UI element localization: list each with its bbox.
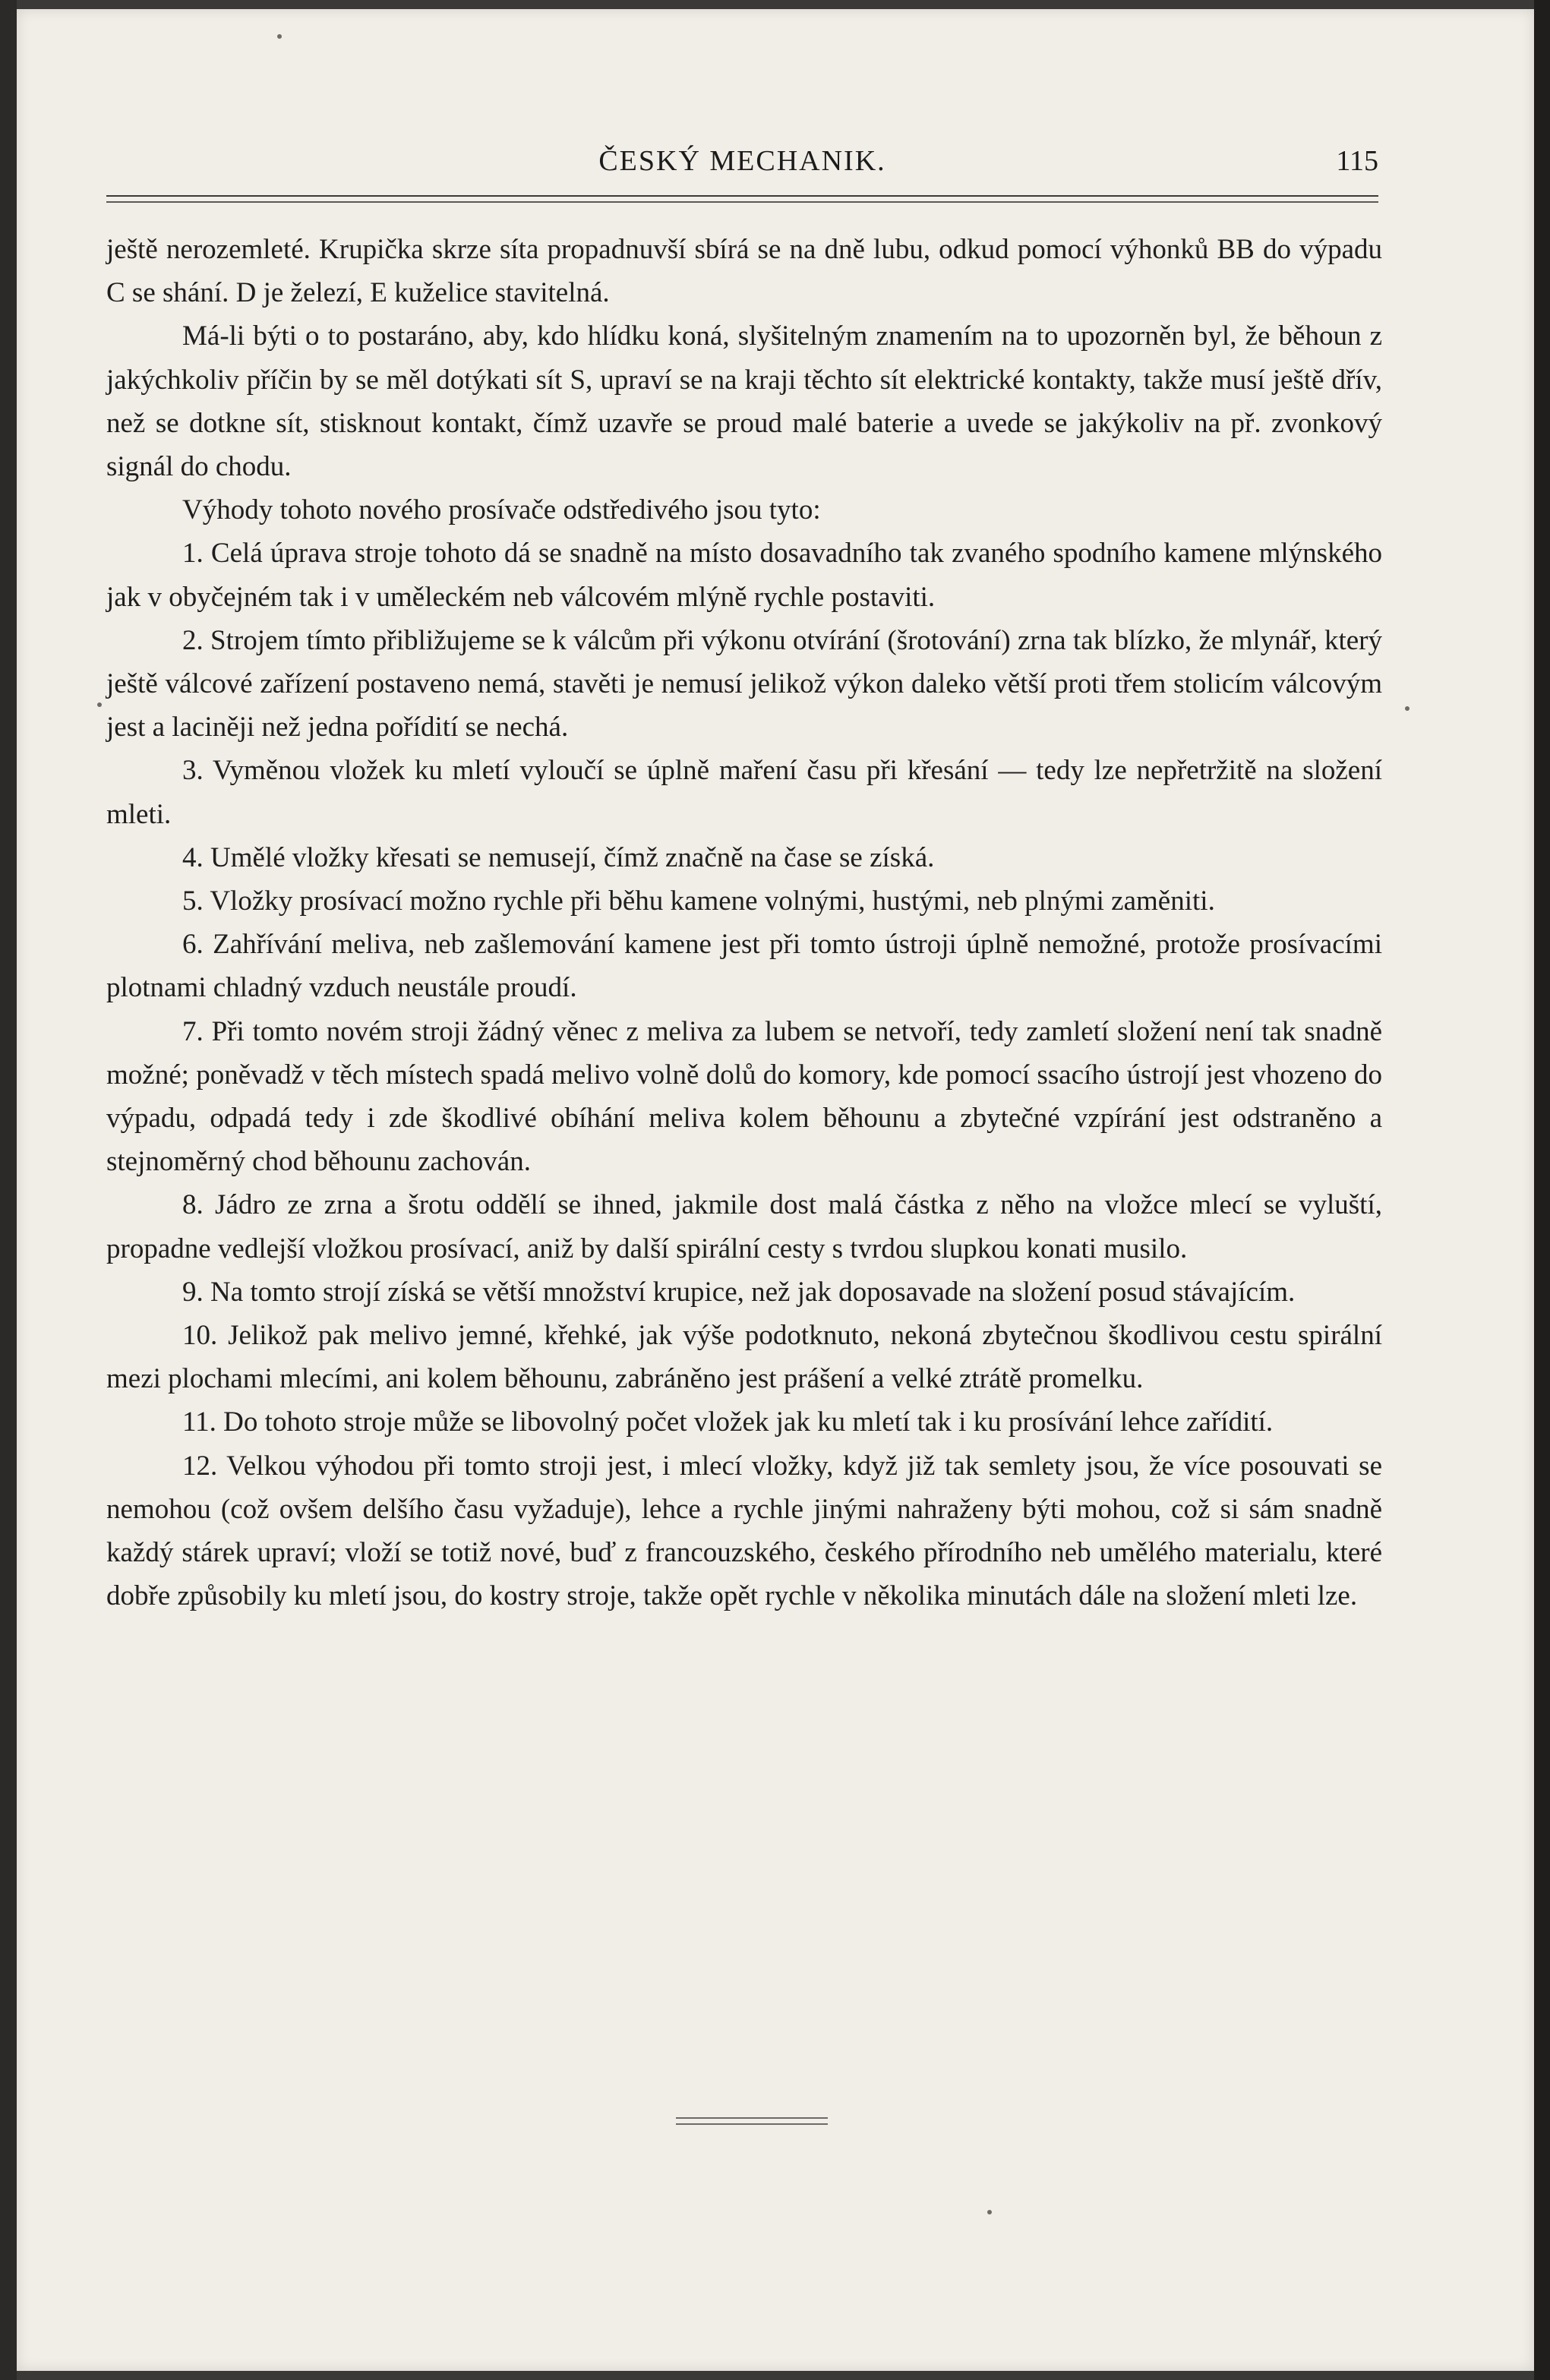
- list-item-7: 7. Při tomto novém stroji žádný věnec z meliva za lubem se netvoří, tedy zamletí složení není tak snadně možné; poněvadž v těch místech spadá melivo volně dolů do komory, kde pomocí ssacího ústrojí jest vhozeno do výpadu, odpadá tedy i zde škodlivé obíhání meliva kolem běhounu a zbytečné vzpírání jest odstraněno a stejnoměrný chod běhounu zachován.: [106, 1015, 1382, 1178]
- paper-speck: [987, 2210, 992, 2214]
- scan-border-right: [1534, 0, 1550, 2380]
- page-number: 115: [1336, 145, 1378, 177]
- paragraph: ještě nerozemleté. Krupička skrze síta propadnuvší sbírá se na dně lubu, odkud pomocí výhonků BB do výpadu C se shání. D je železí, E kuželice stavitelná.: [106, 234, 1382, 309]
- list-item-12: 12. Velkou výhodou při tomto stroji jest, i mlecí vložky, když již tak semlety jsou, že více posouvati se nemohou (což ovšem delšího času vyžaduje), lehce a rychle jinými nahraženy býti mohou, což si sám snadně každý stárek upraví; vloží se totiž nové, buď z francouzského, českého přírodního neb umělého materialu, které dobře způsobily ku mletí jsou, do kostry stroje, takže opět rychle v několika minutách dále na složení mleti lze.: [106, 1450, 1382, 1612]
- article-body: [106, 228, 1382, 1618]
- header-rule: [106, 195, 1378, 203]
- list-item-1: 1. Celá úprava stroje tohoto dá se snadně na místo dosavadního tak zvaného spodního kamene mlýnského jak v obyčejném tak i v uměleckém neb válcovém mlýně rychle postaviti.: [106, 538, 1382, 613]
- paragraph: Má-li býti o to postaráno, aby, kdo hlídku koná, slyšitelným znamením na to upozorněn byl, že běhoun z jakýchkoliv příčin by se měl dotýkati sít S, upraví se na kraji těchto sít elektrické kontakty, takže musí ještě dřív, než se dotkne sít, stisknout kontakt, čímž uzavře se proud malé baterie a uvede se jakýkoliv na př. zvonkový signál do chodu.: [106, 320, 1382, 483]
- list-item-2: 2. Strojem tímto přibližujeme se k válcům při výkonu otvírání (šrotování) zrna tak blízko, že mlynář, který ještě válcové zařízení postaveno nemá, stavěti je nemusí jelikož výkon daleko větší proti třem stolicím válcovým jest a laciněji než jedna pořídití se nechá.: [106, 624, 1382, 743]
- running-title: ČESKÝ MECHANIK.: [598, 145, 886, 177]
- paper-speck: [1405, 706, 1410, 711]
- scan-border-left: [0, 0, 17, 2380]
- list-item-10: 10. Jelikož pak melivo jemné, křehké, jak výše podotknuto, nekoná zbytečnou škodlivou cestu spirální mezi plochami mlecími, ani kolem běhounu, zabráněno jest prášení a velké ztrátě promelku.: [106, 1320, 1382, 1395]
- list-item-11: 11. Do tohoto stroje může se libovolný počet vložek jak ku mletí tak i ku prosívání lehce zařídití.: [182, 1406, 1274, 1438]
- paper-speck: [277, 34, 282, 39]
- list-item-4: 4. Umělé vložky křesati se nemusejí, čímž značně na čase se získá.: [182, 841, 935, 873]
- list-item-8: 8. Jádro ze zrna a šrotu oddělí se ihned, jakmile dost malá částka z něho na vložce mlecí se vyluští, propadne vedlejší vložkou prosívací, aniž by další spirální cesty s tvrdou slupkou konati musilo.: [106, 1189, 1382, 1264]
- end-ornament-rule: [676, 2117, 828, 2125]
- paragraph: Výhody tohoto nového prosívače odstředivého jsou tyto:: [182, 494, 821, 526]
- page-header: [106, 144, 1378, 190]
- paper-speck: [97, 702, 102, 707]
- list-item-3: 3. Vyměnou vložek ku mletí vyloučí se úplně maření času při křesání — tedy lze nepřetržitě na složení mleti.: [106, 755, 1382, 830]
- list-item-6: 6. Zahřívání meliva, neb zašlemování kamene jest při tomto ústroji úplně nemožné, protože prosívacími plotnami chladný vzduch neustále proudí.: [106, 929, 1382, 1004]
- list-item-5: 5. Vložky prosívací možno rychle při běhu kamene volnými, hustými, neb plnými zaměniti.: [182, 885, 1215, 917]
- list-item-9: 9. Na tomto strojí získá se větší množství krupice, než jak doposavade na složení posud stávajícím.: [182, 1276, 1296, 1308]
